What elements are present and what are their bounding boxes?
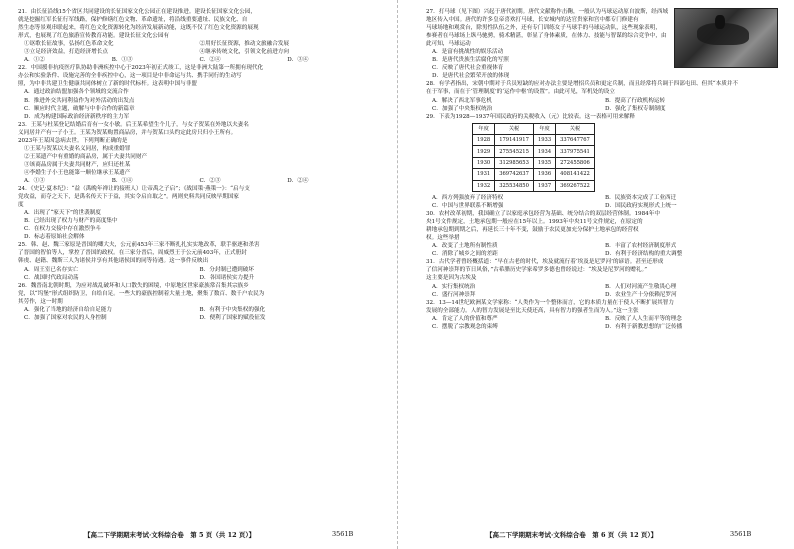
q26-choice-d[interactable]: D．便利了国家的赋役征发 xyxy=(199,314,266,321)
table-cell: 408141422 xyxy=(556,169,595,180)
q28-choice-a[interactable]: A．解决了西北军事危机 xyxy=(432,97,492,104)
table-cell: 369267522 xyxy=(556,180,595,191)
q31-choice-c[interactable]: C．盛行河神崇拜 xyxy=(432,291,476,298)
question-25 xyxy=(18,241,375,281)
q32-line: 发展的全部能力。人的智力发展是至比天使还高，具有智力的强者生而为人。”这一主张 xyxy=(426,307,639,314)
q31-line: 这主要是因为古埃及 xyxy=(426,275,477,282)
table-row xyxy=(473,157,595,168)
q24-choice-d[interactable]: D．标志着原始社会解体 xyxy=(24,234,85,241)
q23-line: 2023年王某因急病去世。下列判断正确的是 xyxy=(18,137,128,144)
table-cell: 1937 xyxy=(533,180,555,191)
q31-choice-d[interactable]: D．农业生产十分依赖尼罗河 xyxy=(605,291,677,298)
q23-statement: ③该商品房属于夫妻共同财产，应归还杜某 xyxy=(24,161,131,168)
q23-statement: ①王某与贺某以夫妻名义同居，构成重婚罪 xyxy=(24,145,131,152)
q25-choice-c[interactable]: C．战国时代政局动荡 xyxy=(24,274,79,281)
q30-line: 权。这些举措 xyxy=(426,235,460,242)
q29-choice-c[interactable]: C．中国与世界联系不断增强 xyxy=(432,203,504,210)
q23-choice-d[interactable]: D．②④ xyxy=(287,177,309,184)
q22-line: 22．中国援非抗疫医疗队协助非洲疾控中心于2023年初正式竣工，这是非洲大陆第一所拥有现代化 xyxy=(18,65,264,72)
table-cell: 1936 xyxy=(533,169,555,180)
q32-choice-d[interactable]: D．有利于新教思想的广泛传播 xyxy=(605,323,683,330)
left-page xyxy=(18,8,375,322)
table-cell: 337647767 xyxy=(556,135,595,146)
q22-line: 照，为中非共建卫生健康共同体树立了新的时代标杆。这表明中国与非盟 xyxy=(18,81,198,88)
q23-line: 义同居并产有一子小王。王某为贺某购置商品房，并与贺某口头约定此房只归小王所有。 xyxy=(18,129,237,136)
q30-choice-a[interactable]: A．改变了土地所有制性质 xyxy=(432,243,498,250)
table-row xyxy=(473,180,595,191)
q21-statement: ③立足经济效益，打造经济增长点 xyxy=(24,49,108,56)
q30-line: 30．农村改革初期，我国确立了以家庭承包经营为基础、统分结合的双层经营体制。1984年中 xyxy=(426,211,660,218)
question-28 xyxy=(426,80,778,112)
q27-choice-d[interactable]: D．是唐代社会繁荣开放的体现 xyxy=(432,73,510,80)
q26-choice-b[interactable]: B．有利于中央集权的强化 xyxy=(199,306,266,313)
page-fold-divider xyxy=(397,0,398,549)
q27-text xyxy=(426,8,671,80)
left-footer-title: 【高二下学期期末考试·文科综合卷 第 5 页（共 12 页）】 xyxy=(84,531,256,539)
q30-line: 央1号文件规定，土地承包期一般应在15年以上。1993年中央11号文件规定，在原定的 xyxy=(426,219,643,226)
table-header-row xyxy=(473,123,595,134)
q22-choice-b[interactable]: B．推进外交共同利益作为对外活动的出发点 xyxy=(24,97,135,104)
q22-choice-a[interactable]: A．通过政治结盟加强各个领域的交流合作 xyxy=(24,89,129,96)
q21-choice-a[interactable]: A．①② xyxy=(24,57,45,64)
q27-choice-b[interactable]: B．是唐代贵族生活腐化的写照 xyxy=(432,57,509,64)
right-footer-title: 【高二下学期期末考试·文科综合卷 第 6 页（共 12 页）】 xyxy=(486,531,658,539)
q21-choice-b[interactable]: B．①③ xyxy=(111,57,133,64)
q22-choice-d[interactable]: D．成为构建国际政治经济新秩序的主力军 xyxy=(24,113,130,120)
q26-line: 其劳作，这一时期 xyxy=(18,298,63,305)
q30-choice-c[interactable]: C．消除了城乡之间的差距 xyxy=(432,251,498,258)
q30-choices xyxy=(426,242,778,258)
q21-statement: ①讴歌长征故事，弘扬红色革命文化 xyxy=(24,41,114,48)
q25-line: 25．韩、赵、魏三家原是晋国的卿大夫，公元前453年三家不断扎扎实实地改革，联手驱逐和杀害 xyxy=(18,242,260,249)
rider-figure xyxy=(715,15,725,29)
q21-line: 21．由长征沿线15个省区共同建设的长征国家文化公园正在建设推进。建设长征国家文化公园， xyxy=(18,9,256,15)
question-32 xyxy=(426,299,778,331)
q27-line: 马球场地和观赏台，除男性队伍之外，还有专门训练女子马球手的马球运动队，这些现象表明， xyxy=(426,25,661,32)
table-cell: 179141917 xyxy=(495,135,534,146)
q21-choices xyxy=(18,56,375,64)
tariff-table xyxy=(472,123,595,192)
table-row xyxy=(473,169,595,180)
q25-choice-d[interactable]: D．各国诸侯实力提升 xyxy=(199,274,255,281)
q28-choice-c[interactable]: C．加强了中央集权统治 xyxy=(432,105,493,112)
table-cell: 369742637 xyxy=(495,169,534,180)
table-cell: 1931 xyxy=(473,169,495,180)
table-header-cell: 关税 xyxy=(495,123,534,134)
q21-line: 然生态等景观串联起来，将红色文化资源转化为经济发展新动能，这既不仅了红色文化资源的展现 xyxy=(18,25,259,32)
q30-line: 耕地承包期到期之后，再延长三十年不变，鼓励于农民更加充分保护土地承包的经营权 xyxy=(426,227,639,234)
question-31 xyxy=(426,258,778,298)
q28-line: 在于军事，而在于‘管理制度’的‘运作中枢’的设置”。由此可见，军机处的设立 xyxy=(426,89,615,96)
q23-choice-c[interactable]: C．②③ xyxy=(199,177,221,184)
question-27 xyxy=(426,8,778,80)
table-header-cell: 关税 xyxy=(556,123,595,134)
table-row xyxy=(473,146,595,157)
table-cell: 1934 xyxy=(533,146,555,157)
q29-choices xyxy=(426,194,778,210)
q28-choice-b[interactable]: B．提高了行政机构运转 xyxy=(605,97,666,104)
q29-choice-d[interactable]: D．国民政府实现形式上统一 xyxy=(605,203,677,210)
q30-choice-d[interactable]: D．有利于经济结构的重大调整 xyxy=(605,251,683,258)
table-cell: 1933 xyxy=(533,135,555,146)
table-cell: 337975541 xyxy=(556,146,595,157)
question-21 xyxy=(18,8,375,64)
question-24 xyxy=(18,185,375,241)
table-cell: 1928 xyxy=(473,135,495,146)
question-29 xyxy=(426,113,778,210)
left-footer-code: 3561B xyxy=(332,530,354,538)
q29-choice-b[interactable]: B．民族资本完成了工业西迁 xyxy=(605,195,677,201)
question-23 xyxy=(18,121,375,185)
polo-painting-image xyxy=(674,8,778,68)
q29-choice-a[interactable]: A．西方列强放弃了经济特权 xyxy=(432,195,504,201)
q21-choice-c[interactable]: C．②④ xyxy=(199,57,221,64)
q23-choices xyxy=(18,177,375,185)
q24-line: 党攻益，而夺之天下，是禹名传天下于益，其实令启自取之”。两则史料共同反映早期国家 xyxy=(18,194,240,201)
q25-line: 了晋国的智伯等人，掌控了晋国的政权。在三家分晋后，周威烈王于公元前403年，正式册封 xyxy=(18,250,247,257)
q31-line: 31．古代学者曾经概括道：“早在古老的时代，埃及就流行着‘埃及是尼罗河’的谚语。甚至还形成 xyxy=(426,259,664,266)
q22-line: 办公和实验条件、设施完善的全非疾控中心，这一项目是中非命运与共、携手同行的生动写 xyxy=(18,73,242,80)
q28-line: 28．有学者指出，宋朝中期对于兵员短缺的应对办法主要是增招兵员和更定兵制，而且经常将兵调于四部屯田、但其“本质并不 xyxy=(426,81,739,88)
q25-choice-a[interactable]: A．周王室已名存实亡 xyxy=(24,266,79,273)
table-cell: 1929 xyxy=(473,146,495,157)
q29-line: 29．下表为1928—1937年国民政府的关税收入（元）比较表。这一表格可用来解释 xyxy=(426,113,635,120)
q32-choice-a[interactable]: A．肯定了人的价值和尊严 xyxy=(432,315,498,322)
q21-statements xyxy=(18,40,375,56)
q24-line: 24．《史记·夏本纪》：“益（禹晚年禅让的接班人）让帝禹之子启”；《战国策·燕策一》：“启与支 xyxy=(18,186,250,193)
q21-choice-d[interactable]: D．③④ xyxy=(287,57,309,64)
q23-choice-a[interactable]: A．①③ xyxy=(24,177,45,184)
table-cell: 272455806 xyxy=(556,157,595,168)
q25-choices xyxy=(18,266,375,282)
q21-statement: ④继承传统文化，引领文化前进方向 xyxy=(199,49,290,56)
q31-choice-a[interactable]: A．实行集权统治 xyxy=(432,283,476,290)
q27-choice-a[interactable]: A．是富有挑战性的娱乐活动 xyxy=(432,49,504,56)
q21-line: 形式，也展现了红色旅游宣传教育功能。建设长征文化公园有 xyxy=(18,33,170,40)
q21-line: 就是挖掘红军长征行军线路，保护修缮红色文物、革命遗址，将沿线重要遗址、民族文化、自 xyxy=(18,17,248,24)
q26-line: 党，以“坞堡”形式组织防卫，自给自足。一些大的豪族控制着大量土地，聚集了数百、数千户农民为 xyxy=(18,290,265,297)
table-cell: 325534850 xyxy=(495,180,534,191)
q31-line: 了信河神崇拜的节日风俗，”古希腊历史学家希罗多德也曾经说过：“埃及是尼罗河的赠礼。” xyxy=(426,267,648,274)
q24-choice-b[interactable]: B．已经出现了权力与财产的高度集中 xyxy=(24,218,118,225)
q31-choice-b[interactable]: B．人们对河流产生敬畏心理 xyxy=(605,283,677,290)
table-cell: 1932 xyxy=(473,180,495,191)
q26-choice-a[interactable]: A．强化了当地的经济自给自足能力 xyxy=(24,306,112,313)
table-row xyxy=(473,135,595,146)
q27-line: 参赛者在马球场上纵马驰骋，骑术精湛，彰显了身体素质，在体力、技能与智谋的综合竞争中，由此可知，马球运动 xyxy=(426,33,667,48)
q25-choice-b[interactable]: B．分封制已遭到破坏 xyxy=(199,266,254,273)
q32-choice-b[interactable]: B．反映了人人生而平等的理念 xyxy=(605,315,682,322)
q23-choice-b[interactable]: B．①④ xyxy=(111,177,133,184)
question-22 xyxy=(18,64,375,120)
question-26 xyxy=(18,282,375,322)
q28-choice-d[interactable]: D．强化了集权专制制度 xyxy=(605,105,666,112)
right-page xyxy=(426,8,778,331)
q23-statement: ②王某遗产中有重婚的商品房，属于夫妻共同财产 xyxy=(24,153,148,160)
q21-statement: ②用好长征资源，推动文旅融合发展 xyxy=(199,41,290,48)
q24-line: 度 xyxy=(18,202,24,209)
q25-line: 韩虔、赵籍、魏斯三人为诸侯并享有其他诸侯国的同等待遇。这一事件反映出 xyxy=(18,258,209,265)
q27-line: 27．打马球（见下图）兴起于唐代初期。唐代文献称作击鞠，一般认为马球运动原自波斯，经西域 xyxy=(426,9,669,15)
q32-line: 32．13—14世纪欧洲某文学家称：“人类作为一个整体而言，它的本质力量在于使人不断扩展其智力 xyxy=(426,299,674,306)
table-header-cell: 年度 xyxy=(473,123,495,134)
q28-choices xyxy=(426,97,778,113)
right-page-footer xyxy=(486,530,752,539)
right-footer-code: 3561B xyxy=(730,530,752,538)
q26-line: 26．魏晋南北朝时期，为应对战乱破坏和人口散失的困境，中原地区世家豪族常召集其宗族乡 xyxy=(18,282,249,289)
q31-choices xyxy=(426,283,778,299)
q22-choice-c[interactable]: C．顺应时代主题，破解与中非合作的新篇章 xyxy=(24,105,135,112)
q26-choices xyxy=(18,306,375,322)
table-header-cell: 年度 xyxy=(533,123,555,134)
table-cell: 312985653 xyxy=(495,157,534,168)
q26-choice-c[interactable]: C．加强了国家对农民的人身控制 xyxy=(24,314,107,321)
question-30 xyxy=(426,210,778,258)
left-page-footer xyxy=(84,530,354,539)
q23-line: 23．王某与杜某登记结婚后育有一女小敏。后王某希望生个儿子，与女子贺某在外地以夫妻名 xyxy=(18,121,249,128)
table-cell: 1935 xyxy=(533,157,555,168)
table-cell: 1930 xyxy=(473,157,495,168)
table-cell: 275545215 xyxy=(495,146,534,157)
q24-choice-c[interactable]: C．在权力交接中存在激烈争斗 xyxy=(24,226,101,233)
q23-statement: ④李婚生子小王也能第一顺位继承王某遗产 xyxy=(24,169,131,176)
q27-choice-c[interactable]: C．反映了唐代社会重视体育 xyxy=(432,65,504,72)
q30-choice-b[interactable]: B．丰富了农村经济制度形式 xyxy=(605,243,677,250)
q32-choices xyxy=(426,315,778,331)
q24-choice-a[interactable]: A．出现了“家天下”的世袭制度 xyxy=(24,210,101,217)
q32-choice-c[interactable]: C．摆脱了宗教观念的束缚 xyxy=(432,323,498,330)
q27-line: 地区传入中国。唐代的许多皇帝喜欢打马球，长安城内的达官贵家和宫中都专门修建有 xyxy=(426,17,639,24)
